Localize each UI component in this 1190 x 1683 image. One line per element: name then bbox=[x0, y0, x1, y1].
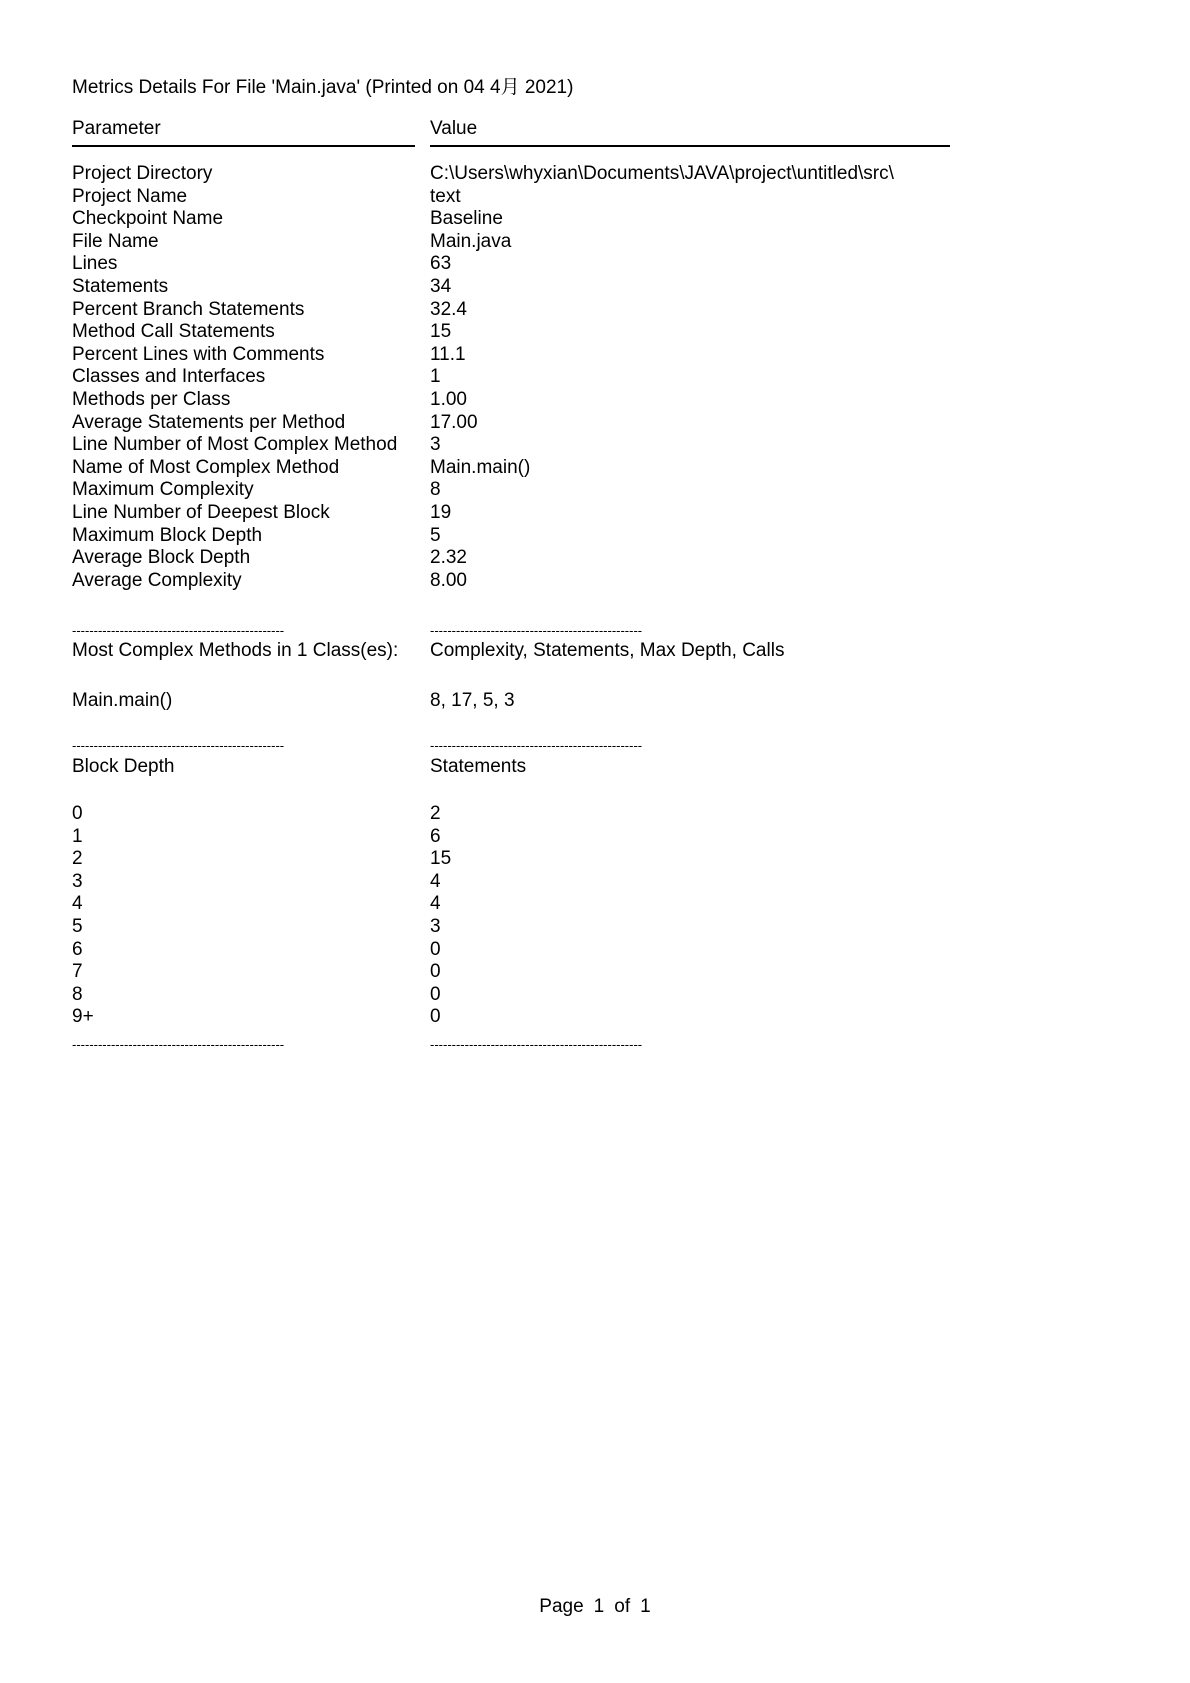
metric-row-value: 8.00 bbox=[430, 569, 467, 591]
metric-row-value: 1 bbox=[430, 366, 441, 388]
block-depth-row-value: 0 bbox=[430, 983, 441, 1005]
metric-row-value: Main.main() bbox=[430, 456, 531, 478]
separator-left: ------------------------------------------------- bbox=[72, 1038, 285, 1051]
metric-row bbox=[0, 547, 1190, 570]
separator-left: ------------------------------------------------- bbox=[72, 624, 285, 637]
block-depth-row-value: 3 bbox=[430, 915, 441, 937]
metric-row-value: 32.4 bbox=[430, 298, 467, 320]
metric-row-label: Maximum Block Depth bbox=[72, 524, 263, 546]
metric-row-value: text bbox=[430, 185, 461, 207]
block-depth-row-label: 6 bbox=[72, 938, 83, 960]
block-depth-row bbox=[0, 961, 1190, 984]
metric-row-label: Project Directory bbox=[72, 163, 213, 184]
block-depth-row-label: 5 bbox=[72, 915, 83, 937]
report-title: Metrics Details For File 'Main.java' (Printed on 04 4月 2021) bbox=[72, 77, 574, 98]
block-depth-row-label: 1 bbox=[72, 825, 83, 847]
block-depth-row-label: 3 bbox=[72, 870, 83, 892]
separator-left: ------------------------------------------------- bbox=[72, 739, 285, 752]
metric-row-value: 2.32 bbox=[430, 547, 467, 569]
block-depth-row-label: 0 bbox=[72, 803, 83, 824]
metric-row-label: Average Complexity bbox=[72, 569, 242, 591]
metric-row-value: 3 bbox=[430, 434, 441, 456]
metric-row-value: 15 bbox=[430, 321, 452, 343]
separator-right: ------------------------------------------------- bbox=[430, 1038, 643, 1051]
metric-row bbox=[0, 276, 1190, 299]
metric-row bbox=[0, 163, 1190, 186]
complex-methods-label: Most Complex Methods in 1 Class(es): bbox=[72, 640, 399, 661]
complex-method-row-value: 8, 17, 5, 3 bbox=[430, 690, 515, 711]
metric-row bbox=[0, 434, 1190, 457]
metrics-table bbox=[0, 163, 1190, 592]
metric-row-value: Main.java bbox=[430, 230, 512, 252]
complex-methods-columns: Complexity, Statements, Max Depth, Calls bbox=[430, 640, 785, 661]
block-depth-row-value: 4 bbox=[430, 893, 441, 915]
metric-row bbox=[0, 502, 1190, 525]
metric-row-value: C:\Users\whyxian\Documents\JAVA\project\untitled\src\ bbox=[430, 163, 894, 184]
metric-row-label: Lines bbox=[72, 253, 118, 275]
metric-row bbox=[0, 570, 1190, 593]
metric-row-label: Method Call Statements bbox=[72, 321, 275, 343]
block-depth-row-value: 4 bbox=[430, 870, 441, 892]
block-depth-table bbox=[0, 803, 1190, 1029]
metric-row-value: 8 bbox=[430, 479, 441, 501]
metric-row bbox=[0, 299, 1190, 322]
block-depth-row bbox=[0, 939, 1190, 962]
block-depth-row-value: 0 bbox=[430, 1006, 441, 1028]
block-depth-row bbox=[0, 984, 1190, 1007]
page-number: 1 bbox=[593, 1596, 605, 1617]
block-depth-label: Block Depth bbox=[72, 756, 175, 777]
metric-row-value: 17.00 bbox=[430, 411, 478, 433]
metric-row-label: Percent Branch Statements bbox=[72, 298, 305, 320]
metric-row-value: 5 bbox=[430, 524, 441, 546]
metric-row bbox=[0, 457, 1190, 480]
block-depth-row-value: 0 bbox=[430, 961, 441, 983]
metric-row bbox=[0, 321, 1190, 344]
metric-row bbox=[0, 208, 1190, 231]
block-depth-row bbox=[0, 803, 1190, 826]
block-depth-row-value: 0 bbox=[430, 938, 441, 960]
metric-row-value: 63 bbox=[430, 253, 452, 275]
block-depth-row bbox=[0, 826, 1190, 849]
complex-method-row bbox=[0, 690, 1190, 713]
block-depth-row-label: 2 bbox=[72, 848, 83, 870]
block-depth-row bbox=[0, 893, 1190, 916]
block-depth-row bbox=[0, 916, 1190, 939]
metric-row-label: Line Number of Deepest Block bbox=[72, 501, 330, 523]
metric-row-value: 11.1 bbox=[430, 343, 466, 365]
metric-row bbox=[0, 344, 1190, 367]
separator-right: ------------------------------------------------- bbox=[430, 739, 643, 752]
metric-row-label: Percent Lines with Comments bbox=[72, 343, 325, 365]
metric-row-label: Line Number of Most Complex Method bbox=[72, 434, 398, 456]
metric-row-label: File Name bbox=[72, 230, 159, 252]
metric-row-label: Average Block Depth bbox=[72, 547, 251, 569]
metric-row bbox=[0, 525, 1190, 548]
metric-row bbox=[0, 479, 1190, 502]
metric-row-label: Checkpoint Name bbox=[72, 208, 224, 230]
metric-row bbox=[0, 412, 1190, 435]
complex-method-row-label: Main.main() bbox=[72, 690, 173, 711]
metric-row-value: Baseline bbox=[430, 208, 503, 230]
block-depth-statements-label: Statements bbox=[430, 756, 527, 777]
metric-row-label: Classes and Interfaces bbox=[72, 366, 266, 388]
metric-row-label: Maximum Complexity bbox=[72, 479, 254, 501]
metric-row-label: Statements bbox=[72, 275, 169, 297]
metric-row-label: Methods per Class bbox=[72, 388, 231, 410]
parameter-header: Parameter bbox=[72, 118, 161, 139]
separator-right: ------------------------------------------------- bbox=[430, 624, 643, 637]
block-depth-row-label: 8 bbox=[72, 983, 83, 1005]
block-depth-row-value: 15 bbox=[430, 848, 452, 870]
block-depth-row-label: 4 bbox=[72, 893, 83, 915]
metric-row bbox=[0, 186, 1190, 209]
metric-row-label: Average Statements per Method bbox=[72, 411, 346, 433]
metric-row-value: 19 bbox=[430, 501, 452, 523]
metric-row bbox=[0, 389, 1190, 412]
block-depth-row-value: 6 bbox=[430, 825, 441, 847]
complex-methods-table bbox=[0, 690, 1190, 713]
metric-row-value: 34 bbox=[430, 275, 452, 297]
metric-row-label: Name of Most Complex Method bbox=[72, 456, 340, 478]
block-depth-row bbox=[0, 848, 1190, 871]
value-header: Value bbox=[430, 118, 478, 139]
page-total: 1 bbox=[640, 1596, 651, 1617]
page-word: Page bbox=[539, 1596, 584, 1617]
metric-row bbox=[0, 231, 1190, 254]
block-depth-row bbox=[0, 1006, 1190, 1029]
metric-row bbox=[0, 366, 1190, 389]
value-header-rule bbox=[430, 145, 950, 147]
block-depth-row bbox=[0, 871, 1190, 894]
block-depth-row-label: 7 bbox=[72, 961, 83, 983]
block-depth-row-value: 2 bbox=[430, 803, 441, 824]
block-depth-row-label: 9+ bbox=[72, 1006, 94, 1028]
metric-row bbox=[0, 253, 1190, 276]
page-footer bbox=[0, 1596, 1190, 1618]
metric-row-label: Project Name bbox=[72, 185, 188, 207]
metric-row-value: 1.00 bbox=[430, 388, 467, 410]
of-word: of bbox=[614, 1596, 631, 1617]
parameter-header-rule bbox=[72, 145, 415, 147]
